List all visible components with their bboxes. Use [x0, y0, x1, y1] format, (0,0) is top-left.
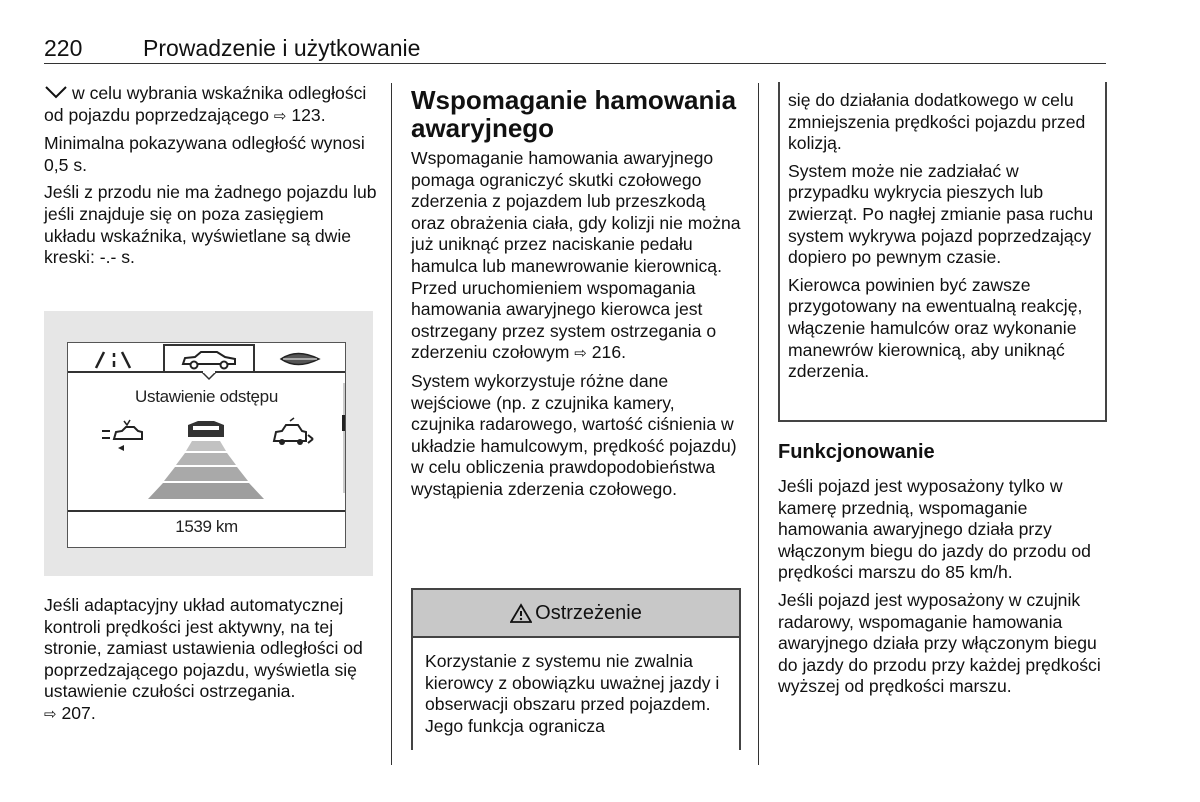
- column-1-lower: [44, 595, 380, 732]
- subsection-heading: Funkcjonowanie: [778, 441, 935, 463]
- page-ref: 207.: [61, 702, 96, 723]
- paragraph-intro: [411, 148, 743, 365]
- warning-box: [411, 588, 741, 750]
- select-indicator-text: w celu wybrania wskaźnika odległości od pojazdu poprzedzającego: [44, 83, 367, 125]
- warning-title: Ostrzeżenie: [535, 601, 642, 624]
- page-ref-arrow-icon: ⇨: [574, 345, 587, 363]
- instrument-display: [67, 342, 346, 548]
- odometer-reading: 1539 km: [175, 517, 238, 536]
- warning-cont-p3: Kierowca powinien być zawsze przygotowany na ewentualną reakcję, włączenie hamulców oraz wykonanie manewrów kierownicą, aby uniknąć zderzenia.: [788, 274, 1083, 382]
- car-icon: [179, 348, 239, 370]
- page-ref: 123.: [291, 104, 326, 125]
- section-title: Prowadzenie i użytkowanie: [143, 35, 421, 61]
- paragraph-min-distance: Minimalna pokazywana odległość wynosi 0,5 s.: [44, 133, 365, 175]
- page-ref-arrow-icon: ⇨: [273, 107, 287, 125]
- paragraph-no-vehicle: Jeśli z przodu nie ma żadnego pojazdu lub jeśli znajduje się on poza zasięgiem układu wskaźnika, wyświetlane są dwie kreski: -.- s.: [44, 182, 377, 268]
- column-divider-right: [758, 83, 759, 765]
- page-ref: 216.: [591, 342, 627, 363]
- acc-sensitivity-text: Jeśli adaptacyjny układ automatycznej kontroli prędkości jest aktywny, na tej stronie, zamiast ustawienia odległości od poprzedzającego pojazdu, wyświetla się ustawienie czułości ostrzegania.: [44, 595, 363, 702]
- paragraph-inputs: System wykorzystuje różne dane wejściowe (np. z czujnika kamery, czujnika radarowego, wartość ciśnienia w układzie hamulcowym, prędkość pojazdu) w celu obliczenia prawdopodobieństwa wystąpienia zderzenia czołowego.: [411, 370, 737, 499]
- display-label: Ustawienie odstępu: [135, 387, 278, 406]
- section-heading: Wspomaganie hamowania awaryjnego: [411, 85, 737, 143]
- column-divider-left: [391, 83, 392, 765]
- page-number: 220: [44, 35, 83, 61]
- distance-graphic: [126, 419, 286, 501]
- leaf-icon: [277, 348, 323, 370]
- chevron-down-icon: [44, 84, 68, 100]
- warning-cont-p1: się do działania dodatkowego w celu zmniejszenia prędkości pojazdu przed kolizją.: [788, 90, 1086, 154]
- column-2: [411, 86, 743, 507]
- warning-triangle-icon: [510, 603, 532, 623]
- paragraph-camera: Jeśli pojazd jest wyposażony tylko w kamerę przednią, wspomaganie hamowania awaryjnego działa przy włączonym biegu do jazdy do przodu od prędkości marszu do 85 km/h.: [778, 476, 1091, 583]
- column-1: [44, 83, 380, 275]
- page-ref-arrow-icon: ⇨: [44, 705, 57, 723]
- road-lanes-icon: [92, 348, 142, 370]
- header-rule: [44, 63, 1106, 64]
- column-3-lower: [778, 440, 1108, 704]
- intro-text: Wspomaganie hamowania awaryjnego pomaga ograniczyć skutki czołowego zderzenia z pojazdem lub przeszkodą oraz obrażenia ciała, gdy kolizji nie można już uniknąć przez naciskanie pedału hamulca lub manewrowanie kierownicą. Przed uruchomieniem wspomagania hamowania awaryjnego kierowca jest ostrzegany przez system ostrzegania o zderzeniu czołowym: [411, 148, 741, 363]
- paragraph-select-indicator: [44, 83, 380, 127]
- column-3: [778, 90, 1108, 389]
- warning-cont-p2: System może nie zadziałać w przypadku wykrycia pieszych lub zwierząt. Po nagłej zmianie pasa ruchu system wykrywa pojazd poprzedzający dopiero po pewnym czasie.: [788, 160, 1094, 268]
- paragraph-radar: Jeśli pojazd jest wyposażony w czujnik radarowy, wspomaganie hamowania awaryjnego działa przy włączonym biegu do jazdy do przodu przy każdej prędkości wyższej od prędkości marszu.: [778, 589, 1101, 697]
- paragraph-acc-sensitivity: [44, 595, 380, 726]
- warning-header: [413, 590, 739, 638]
- warning-text: Korzystanie z systemu nie zwalnia kierowcy z obowiązku uważnej jazdy i obserwacji obszaru przed pojazdem. Jego funkcja ogranicza: [425, 651, 720, 736]
